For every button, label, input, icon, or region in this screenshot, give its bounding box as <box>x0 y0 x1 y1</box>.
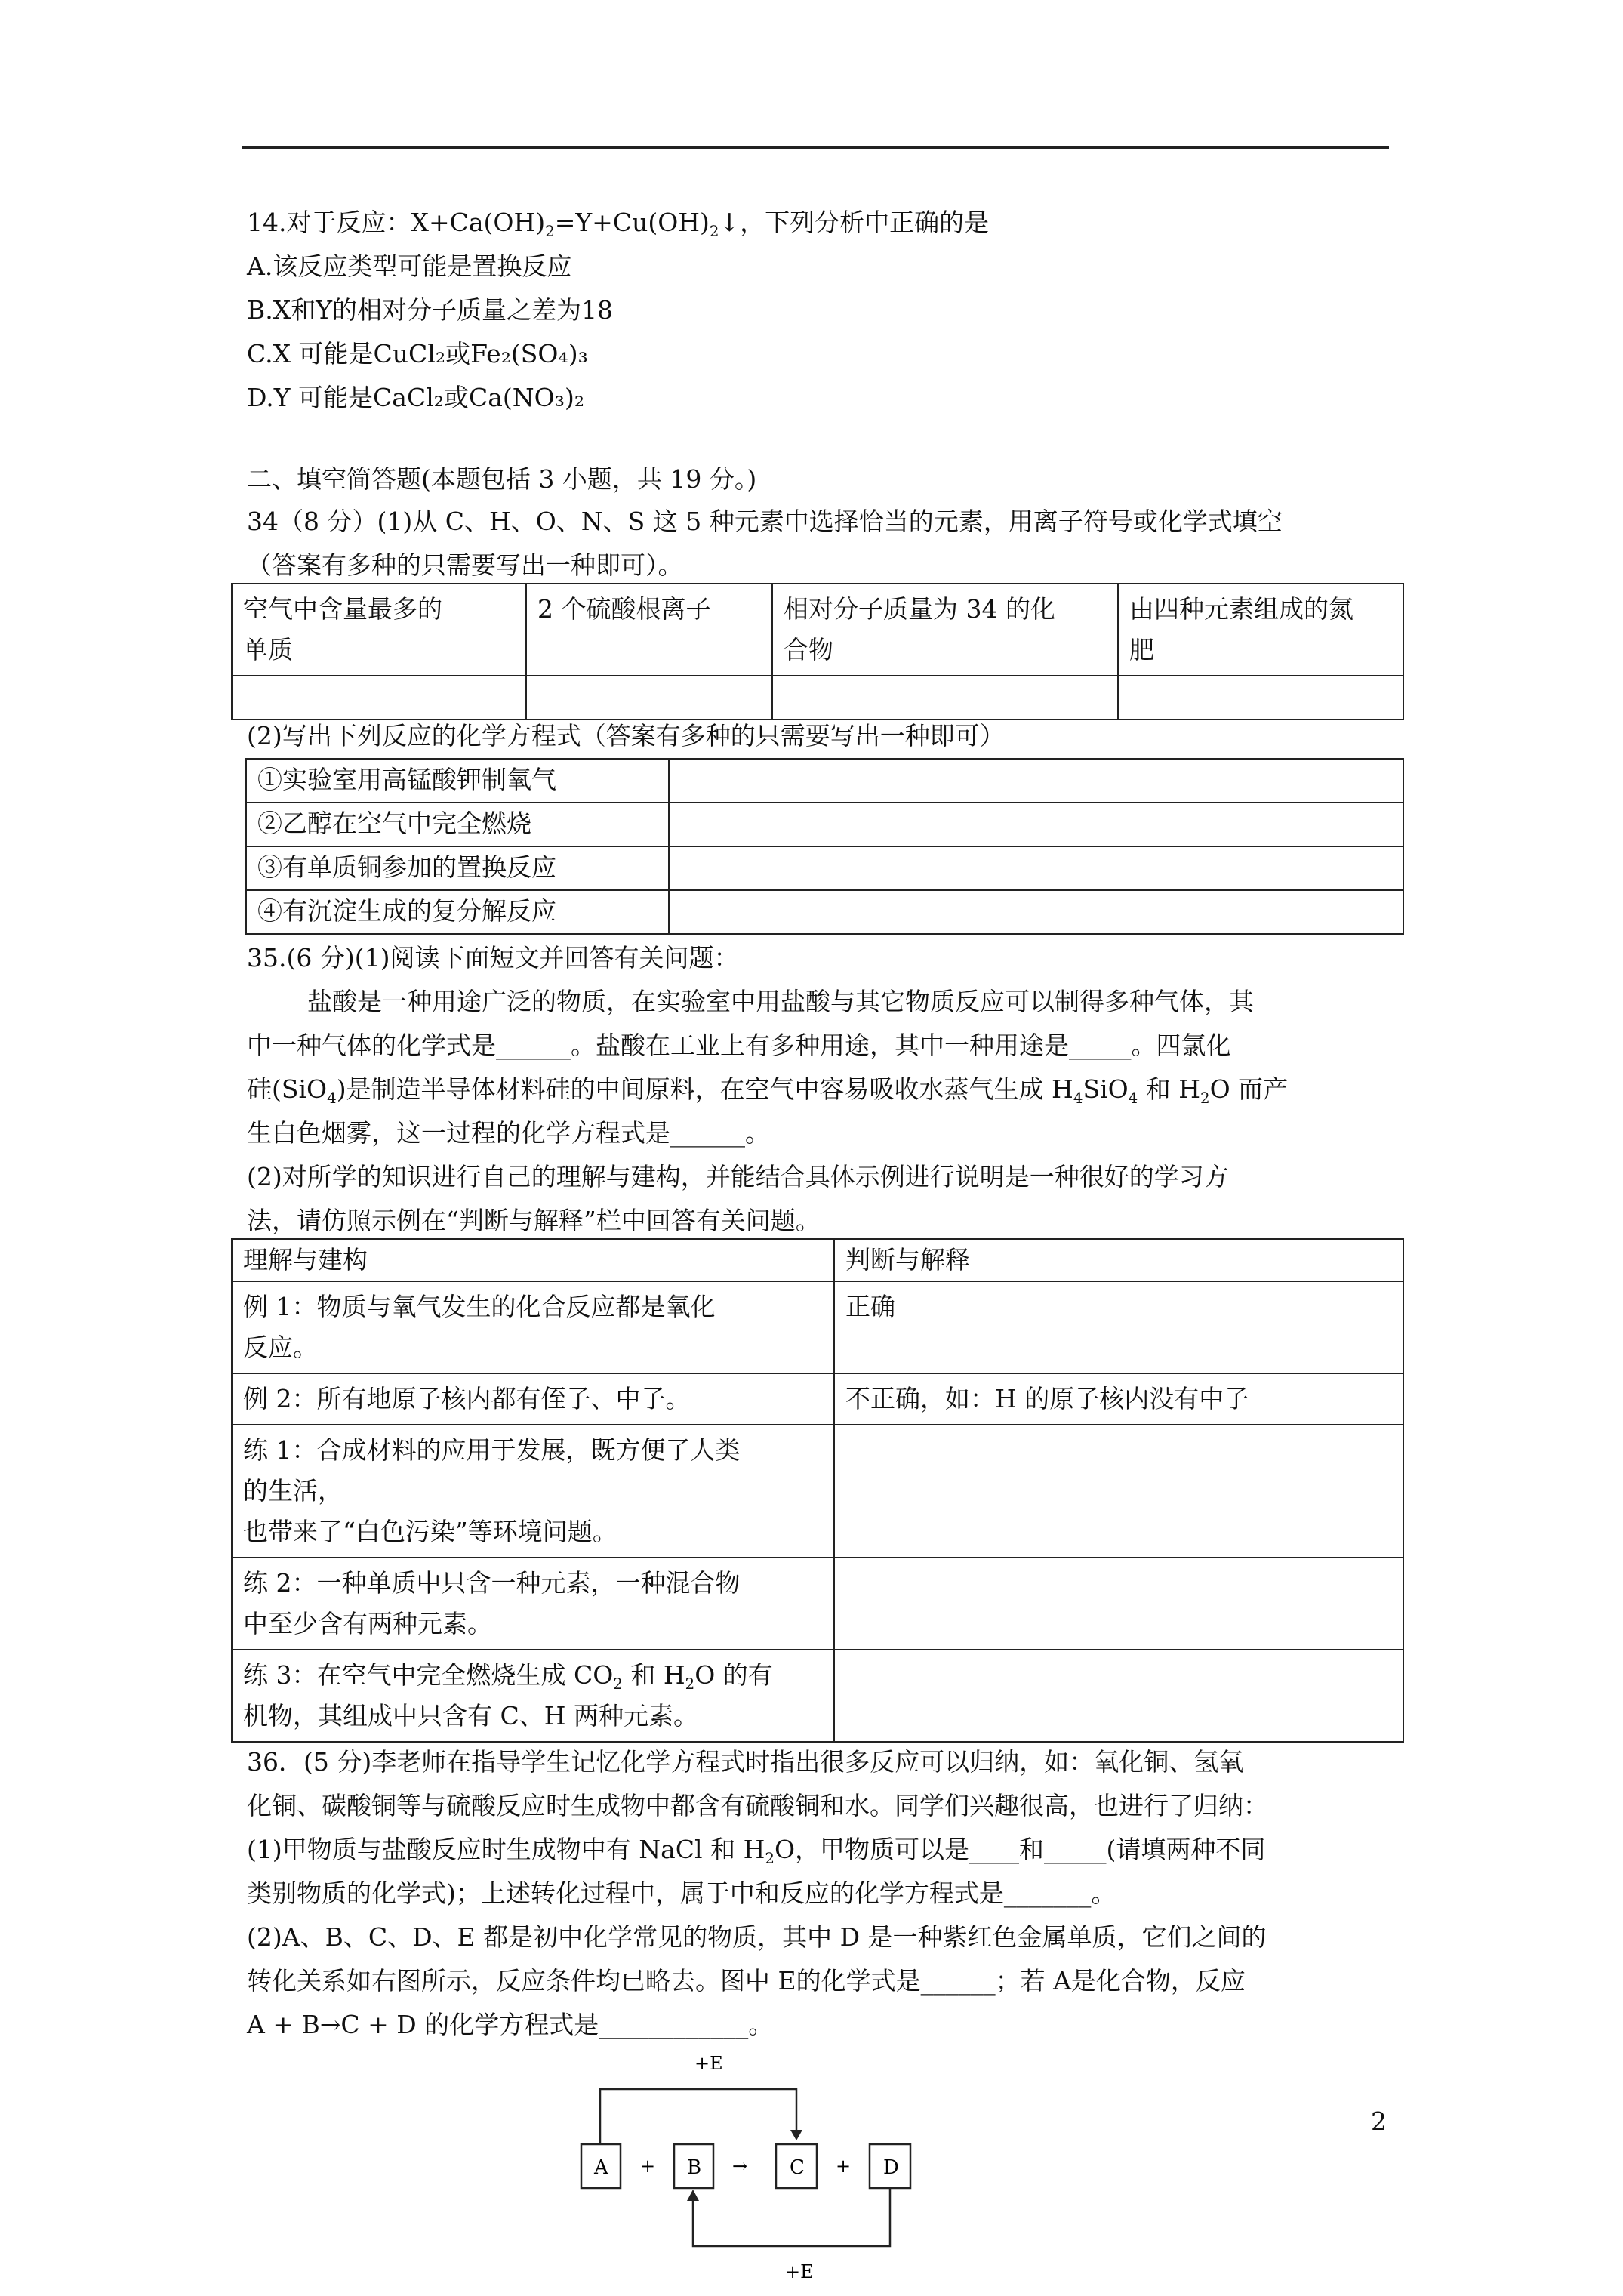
table-header: 理解与建构 <box>232 1239 834 1281</box>
question-14 <box>247 201 1409 420</box>
table-cell: ②乙醇在空气中完全燃烧 <box>246 803 669 846</box>
reaction-diagram <box>566 2042 959 2291</box>
answer-cell[interactable] <box>772 676 1118 720</box>
answer-cell[interactable] <box>1118 676 1403 720</box>
question-34-table-1 <box>231 583 1404 720</box>
question-14-option-c: C.X 可能是CuCl₂或Fe₂(SO₄)₃ <box>247 339 588 368</box>
node-b-label: B <box>687 2156 702 2179</box>
reaction-arrow: → <box>732 2156 748 2177</box>
table-cell: 2 个硫酸根离子 <box>526 584 772 676</box>
question-14-option-a: A.该反应类型可能是置换反应 <box>247 251 572 281</box>
table-cell: ③有单质铜参加的置换反应 <box>246 846 669 890</box>
question-35: 35.(6 分)(1)阅读下面短文并回答有关问题： 盐酸是一种用途广泛的物质，在实验室中用盐酸与其它物质反应可以制得多种气体，其 中一种气体的化学式是______。盐酸在工业上有多种用途，其中一种用途是_____。四氯化 硅(SiO$_4$)是制造半导体材料硅的中间原料，在空气中容易吸收水蒸气生成 $H_4SiO_4$ 和 $H_2O$ 而产 生白色烟雾，这一过程的化学方程式是______。 (2)对所学的知识进行自己的理解与建构，并能结合具体示例进行说明是一种很好的学习方 法，请仿照示例在“判断与解释”栏中回答有关问题。 <box>247 936 1409 1243</box>
plus-sign: + <box>836 2156 852 2177</box>
header-rule <box>242 146 1389 149</box>
answer-cell[interactable] <box>834 1650 1403 1742</box>
table-cell: 由四种元素组成的氮 肥 <box>1118 584 1403 676</box>
bottom-arrow-line <box>693 2188 890 2246</box>
question-35-table <box>231 1238 1404 1743</box>
question-34-table-2 <box>245 758 1404 935</box>
table-cell: 练 1：合成材料的应用于发展，既方便了人类 的生活， 也带来了“白色污染”等环境问题。 <box>232 1425 834 1558</box>
top-arrow-line <box>600 2089 796 2144</box>
table-cell: 练 3：在空气中完全燃烧生成 $CO_2$ 和 $H_2O$ 的有 机物，其组成中只含有 C、H 两种元素。 <box>232 1650 834 1742</box>
paragraph-line: 中一种气体的化学式是______。盐酸在工业上有多种用途，其中一种用途是_____。四氯化 <box>247 1031 1231 1060</box>
paragraph-line: 盐酸是一种用途广泛的物质，在实验室中用盐酸与其它物质反应可以制得多种气体，其 <box>307 987 1254 1016</box>
top-arrowhead <box>790 2130 802 2140</box>
node-a-label: A <box>594 2156 608 2179</box>
diagram-bottom-label: +E <box>785 2261 814 2282</box>
node-d-label: D <box>883 2156 899 2179</box>
node-c-label: C <box>790 2156 805 2179</box>
table-cell: ①实验室用高锰酸钾制氧气 <box>246 759 669 803</box>
answer-cell[interactable] <box>669 803 1403 846</box>
table-cell: 例 2：所有地原子核内都有侄子、中子。 <box>232 1373 834 1425</box>
table-cell: 正确 <box>834 1281 1403 1373</box>
table-header: 判断与解释 <box>834 1239 1403 1281</box>
diagram-top-label: +E <box>694 2053 723 2074</box>
question-34-intro: 34（8 分）(1)从 C、H、O、N、S 这 5 种元素中选择恰当的元素，用离子符号或化学式填空 （答案有多种的只需要写出一种即可）。 <box>247 507 1283 580</box>
answer-cell[interactable] <box>232 676 526 720</box>
answer-cell[interactable] <box>834 1425 1403 1558</box>
question-34-part-2: (2)写出下列反应的化学方程式（答案有多种的只需要写出一种即可） <box>247 721 1005 750</box>
page-number: 2 <box>1371 2106 1387 2136</box>
question-14-stem: 14.对于反应：$X+Ca(OH)_2=Y+Cu(OH)_2↓$，下列分析中正确的是 <box>247 208 990 240</box>
plus-sign: + <box>640 2156 656 2177</box>
answer-cell[interactable] <box>669 890 1403 934</box>
answer-cell[interactable] <box>834 1558 1403 1650</box>
table-cell: 不正确，如：H 的原子核内没有中子 <box>834 1373 1403 1425</box>
paragraph-line: (2)对所学的知识进行自己的理解与建构，并能结合具体示例进行说明是一种很好的学习方 <box>247 1162 1229 1191</box>
answer-cell[interactable] <box>669 759 1403 803</box>
answer-cell[interactable] <box>669 846 1403 890</box>
paragraph-line: 法，请仿照示例在“判断与解释”栏中回答有关问题。 <box>247 1206 821 1235</box>
table-cell: 练 2：一种单质中只含一种元素，一种混合物 中至少含有两种元素。 <box>232 1558 834 1650</box>
paragraph-line: 硅(SiO$_4$)是制造半导体材料硅的中间原料，在空气中容易吸收水蒸气生成 $H_4SiO_4$ 和 $H_2O$ 而产 <box>247 1074 1289 1107</box>
table-cell: 空气中含量最多的 单质 <box>232 584 526 676</box>
paragraph-line: 生白色烟雾，这一过程的化学方程式是______。 <box>247 1118 770 1148</box>
section-2-heading: 二、填空简答题(本题包括 3 小题，共 19 分。) <box>247 464 757 494</box>
table-cell: 例 1：物质与氧气发生的化合反应都是氧化 反应。 <box>232 1281 834 1373</box>
question-36: 36．(5 分)李老师在指导学生记忆化学方程式时指出很多反应可以归纳，如：氧化铜、氢氧 化铜、碳酸铜等与硫酸反应时生成物中都含有硫酸铜和水。同学们兴趣很高，也进行了归纳： (1)甲物质与盐酸反应时生成物中有 NaCl 和 $H_2O$，甲物质可以是____和_____(请填两种不同 类别物质的化学式)；上述转化过程中，属于中和反应的化学方程式是_______。 (2)A、B、C、D、E 都是初中化学常见的物质，其中 D 是一种紫红色金属单质，它们之间的 转化关系如右图所示，反应条件均已略去。图中 E的化学式是______；若 A是化合物，反应 A + B→C + D 的化学方程式是____________。 <box>247 1747 1268 2039</box>
table-cell: ④有沉淀生成的复分解反应 <box>246 890 669 934</box>
question-14-option-d: D.Y 可能是CaCl₂或Ca(NO₃)₂ <box>247 383 585 412</box>
question-14-option-b: B.X和Y的相对分子质量之差为18 <box>247 295 614 325</box>
bottom-arrowhead <box>687 2190 699 2201</box>
answer-cell[interactable] <box>526 676 772 720</box>
table-cell: 相对分子质量为 34 的化 合物 <box>772 584 1118 676</box>
